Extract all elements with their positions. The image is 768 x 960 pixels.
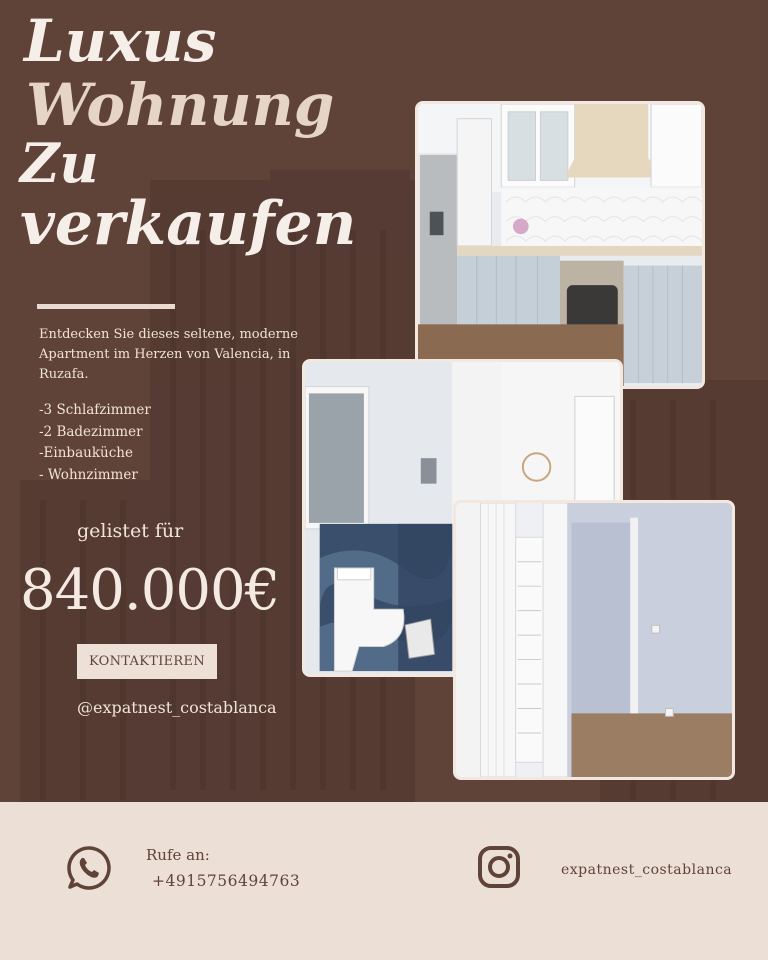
feature-item: -3 Schlafzimmer [39, 402, 151, 418]
instagram-icon[interactable] [477, 845, 521, 889]
feature-item: -Einbauküche [39, 445, 133, 461]
title-line-3: Zu [20, 131, 99, 195]
feature-item: - Wohnzimmer [39, 466, 138, 483]
contact-button[interactable]: KONTAKTIEREN [77, 644, 217, 679]
kitchen-photo [415, 101, 705, 389]
title-line-4: verkaufen [20, 189, 357, 259]
feature-item: -2 Badezimmer [39, 423, 143, 440]
whatsapp-icon[interactable] [66, 845, 112, 891]
price: 840.000€ [20, 558, 280, 623]
title-line-2: Wohnung [26, 71, 335, 139]
phone-number[interactable]: +4915756494763 [152, 872, 301, 890]
listed-label: gelistet für [77, 520, 184, 542]
page-title [20, 7, 400, 259]
description: Entdecken Sie dieses seltene, moderne Apartment im Herzen von Valencia, in Ruzafa. [39, 327, 298, 382]
feature-list [39, 400, 151, 486]
footer [0, 802, 768, 960]
hallway-photo [453, 500, 735, 780]
title-line-1: Luxus [24, 7, 217, 75]
instagram-handle[interactable]: expatnest_costablanca [561, 862, 733, 878]
title-divider [37, 304, 175, 309]
call-label: Rufe an: [146, 846, 210, 864]
social-handle: @expatnest_costablanca [77, 698, 277, 717]
